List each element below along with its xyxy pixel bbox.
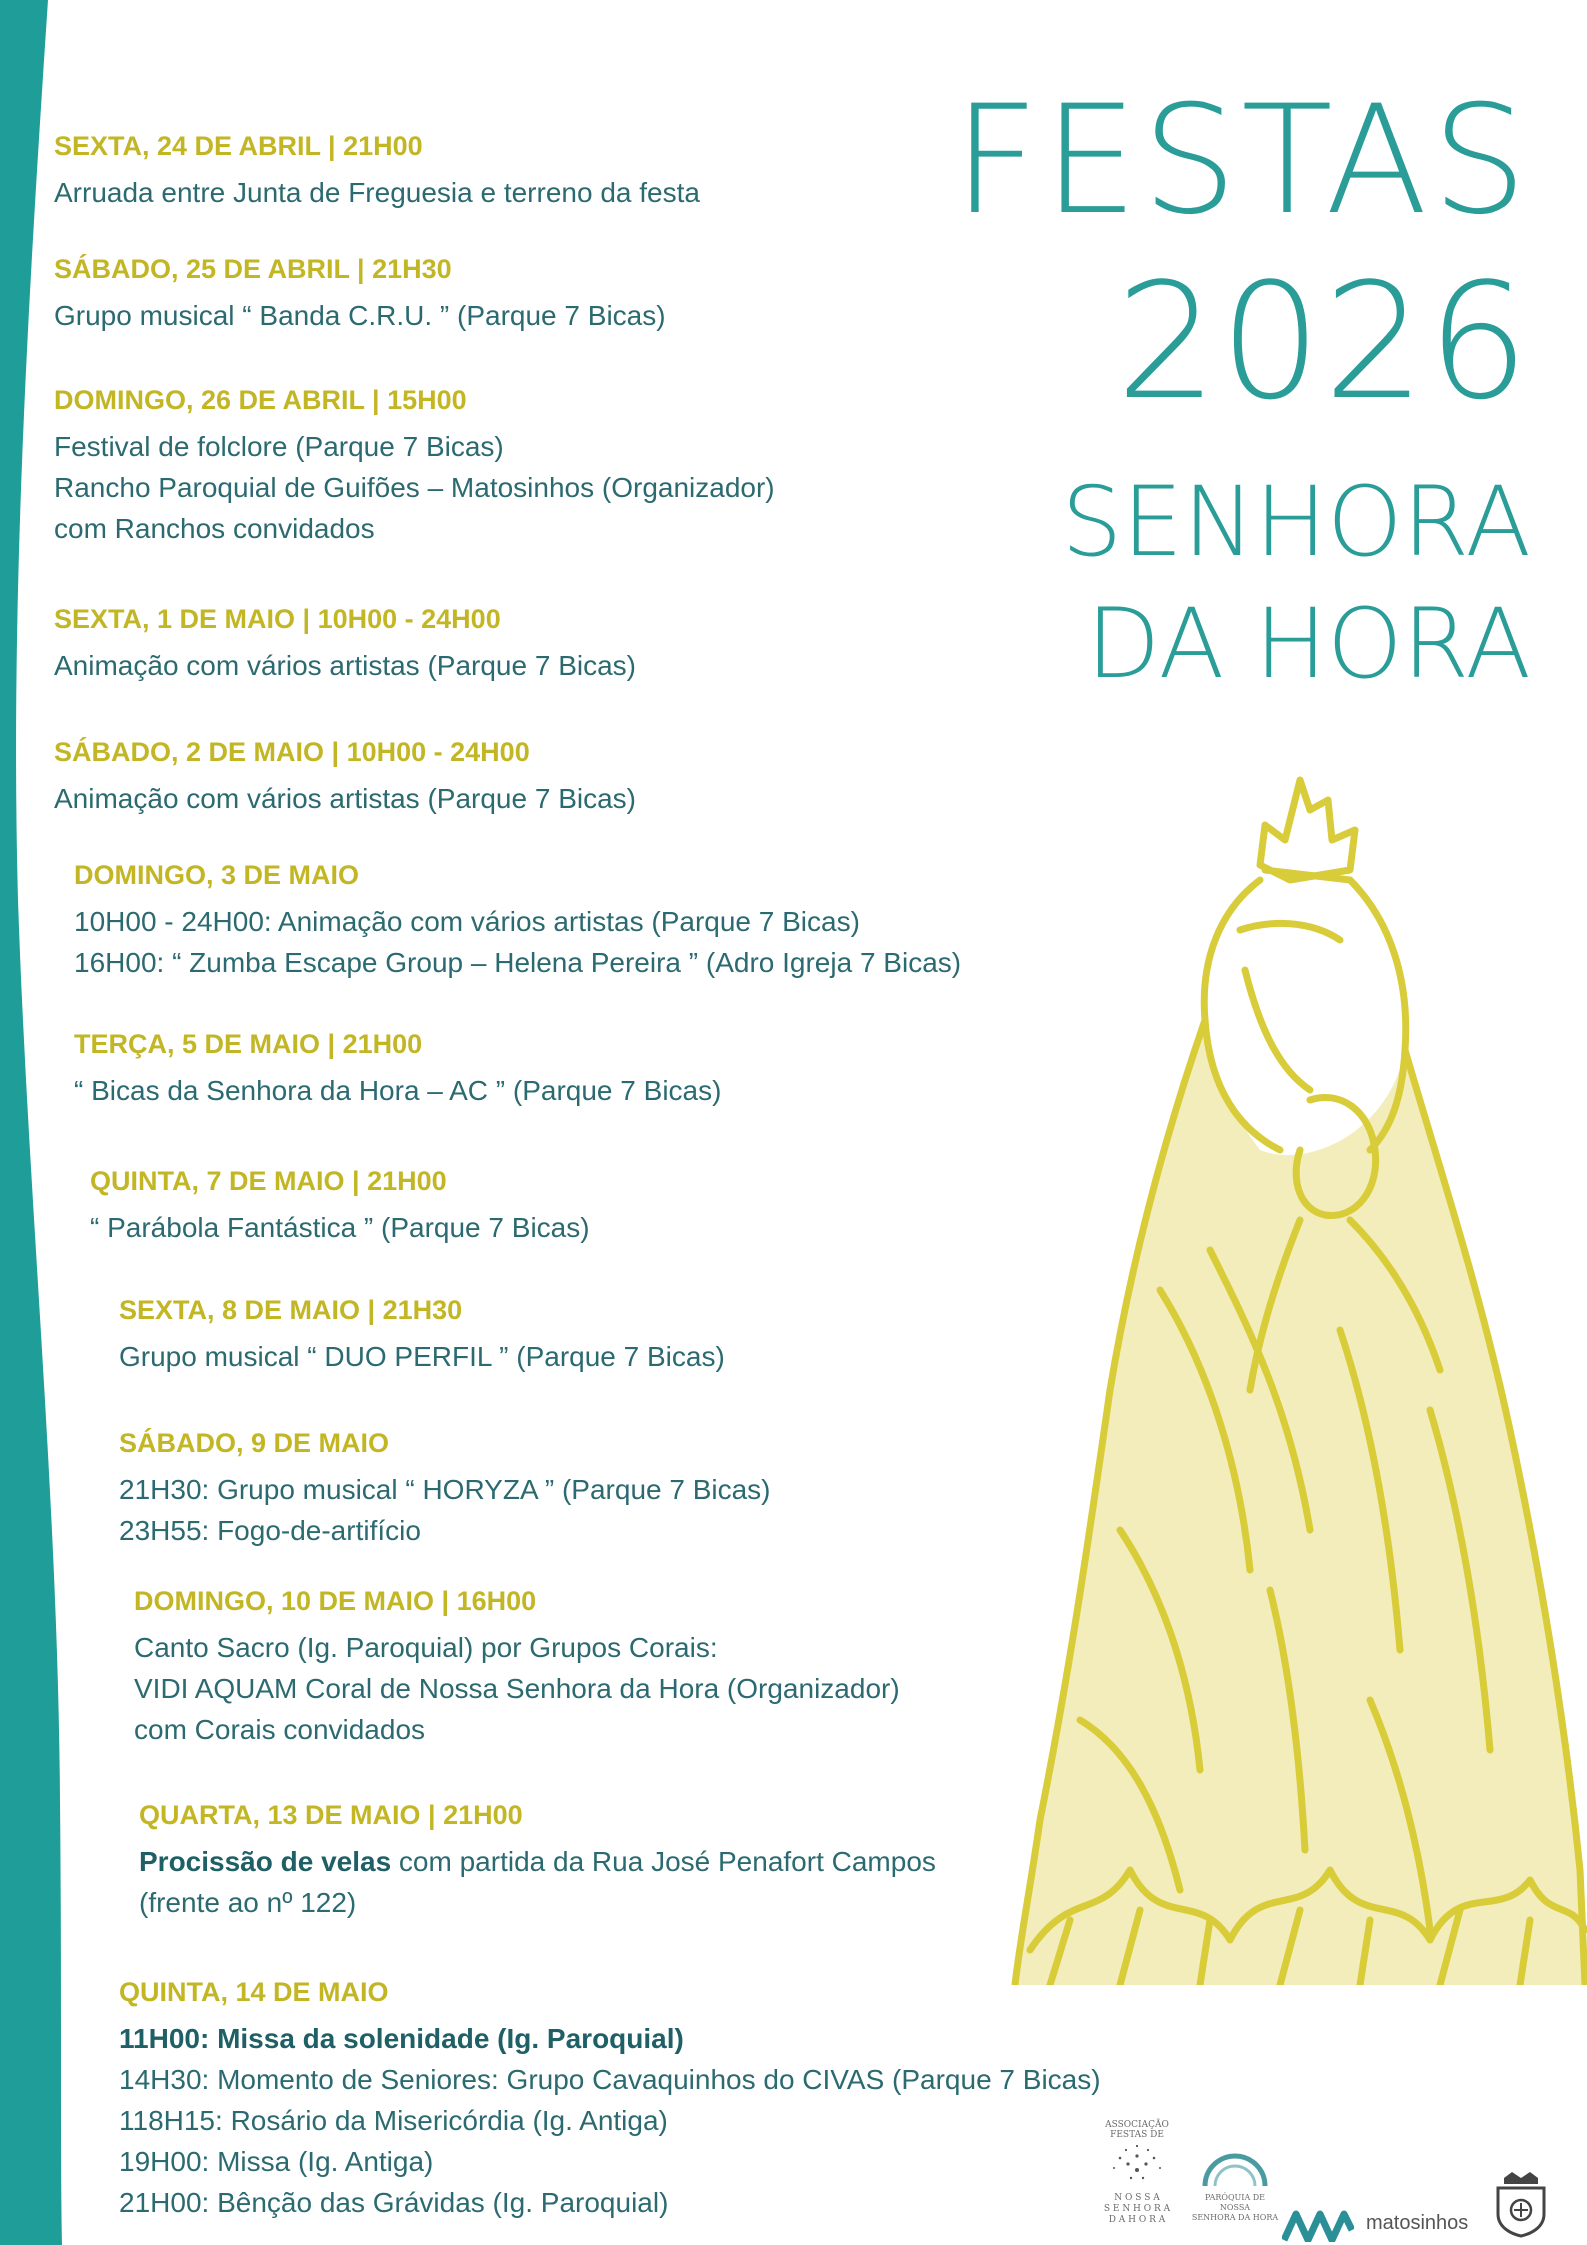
logo-text-b2: S E N H O R A: [1103, 2204, 1171, 2214]
paroquia-logo: [1190, 2150, 1280, 2223]
event-line: [139, 1841, 936, 1882]
event-line: Arruada entre Junta de Freguesia e terreno da festa: [54, 177, 700, 208]
event-heading: DOMINGO, 10 DE MAIO | 16H00: [134, 1586, 537, 1616]
event-heading: SEXTA, 1 DE MAIO | 10H00 - 24H00: [54, 604, 501, 634]
matosinhos-logo: [1282, 2208, 1482, 2242]
logo-text-b3: D A H O R A: [1108, 2215, 1166, 2225]
event-24-abril: [54, 128, 700, 213]
event-10-maio: [134, 1583, 900, 1750]
event-7-maio: [90, 1163, 590, 1248]
event-line: “ Bicas da Senhora da Hora – AC ” (Parque 7 Bicas): [74, 1075, 722, 1106]
matosinhos-label: matosinhos: [1366, 2212, 1469, 2234]
event-line: 10H00 - 24H00: Animação com vários artistas (Parque 7 Bicas): [74, 906, 860, 937]
municipal-crest: [1494, 2170, 1548, 2238]
event-line-bold: 11H00: Missa da solenidade (Ig. Paroquial): [119, 2023, 684, 2054]
associacao-festas-logo: [1098, 2120, 1176, 2226]
title-festas: FESTAS: [952, 74, 1531, 248]
event-line-bold: Procissão de velas: [139, 1846, 392, 1877]
event-line: Rancho Paroquial de Guifões – Matosinhos (Organizador): [54, 472, 775, 503]
mm-wave-icon: [1282, 2208, 1354, 2242]
our-lady-statue-illustration: [1010, 770, 1587, 1985]
event-line: Grupo musical “ DUO PERFIL ” (Parque 7 Bicas): [119, 1341, 725, 1372]
event-line: Grupo musical “ Banda C.R.U. ” (Parque 7 Bicas): [54, 300, 666, 331]
event-25-abril: [54, 251, 666, 336]
event-heading: SÁBADO, 25 DE ABRIL | 21H30: [54, 254, 452, 284]
event-5-maio: [74, 1026, 721, 1111]
event-line: Animação com vários artistas (Parque 7 Bicas): [54, 783, 636, 814]
event-3-maio: [74, 857, 961, 983]
event-heading: DOMINGO, 3 DE MAIO: [74, 860, 360, 890]
arch-icon: [1190, 2150, 1280, 2188]
event-9-maio: [119, 1425, 771, 1551]
event-line: 14H30: Momento de Seniores: Grupo Cavaquinhos do CIVAS (Parque 7 Bicas): [119, 2064, 1101, 2095]
event-heading: SEXTA, 8 DE MAIO | 21H30: [119, 1295, 463, 1325]
event-line: “ Parábola Fantástica ” (Parque 7 Bicas): [90, 1212, 590, 1243]
event-line: com Ranchos convidados: [54, 513, 375, 544]
logo-text-b1: N O S S A: [1114, 2193, 1160, 2203]
event-line: Canto Sacro (Ig. Paroquial) por Grupos Corais:: [134, 1632, 718, 1663]
event-line: (frente ao nº 122): [139, 1887, 357, 1918]
event-1-maio: [54, 601, 636, 686]
dotted-burst-icon: [1098, 2140, 1176, 2188]
event-line: Animação com vários artistas (Parque 7 Bicas): [54, 650, 636, 681]
municipal-crest-icon: [1494, 2170, 1548, 2238]
event-heading: DOMINGO, 26 DE ABRIL | 15H00: [54, 385, 467, 415]
logo-text-line1: PARÓQUIA DE NOSSA: [1204, 2193, 1266, 2212]
event-line: 23H55: Fogo-de-artifício: [119, 1515, 421, 1546]
event-line: VIDI AQUAM Coral de Nossa Senhora da Hora (Organizador): [134, 1673, 900, 1704]
title-senhora: SENHORA: [1061, 466, 1531, 578]
event-2-maio: [54, 734, 636, 819]
title-year: 2026: [1115, 248, 1531, 435]
event-heading: SEXTA, 24 DE ABRIL | 21H00: [54, 131, 423, 161]
event-line: 16H00: “ Zumba Escape Group – Helena Pereira ” (Adro Igreja 7 Bicas): [74, 947, 962, 978]
event-line: 21H00: Bênção das Grávidas (Ig. Paroquial): [119, 2187, 669, 2218]
logo-text-line2: SENHORA DA HORA: [1191, 2213, 1279, 2222]
event-line: 118H15: Rosário da Misericórdia (Ig. Antiga): [119, 2105, 668, 2136]
logo-text-mid: FESTAS DE: [1110, 2130, 1164, 2140]
event-heading: QUARTA, 13 DE MAIO | 21H00: [139, 1800, 523, 1830]
teal-side-band: [0, 0, 80, 2245]
logo-text-top: ASSOCIAÇÃO: [1105, 2120, 1169, 2130]
event-8-maio: [119, 1292, 725, 1377]
event-13-maio: [139, 1797, 936, 1923]
event-heading: QUINTA, 14 DE MAIO: [119, 1977, 389, 2007]
event-line: 19H00: Missa (Ig. Antiga): [119, 2146, 434, 2177]
event-heading: QUINTA, 7 DE MAIO | 21H00: [90, 1166, 447, 1196]
event-heading: SÁBADO, 2 DE MAIO | 10H00 - 24H00: [54, 737, 530, 767]
event-line-rest: com partida da Rua José Penafort Campos: [391, 1846, 936, 1877]
event-heading: SÁBADO, 9 DE MAIO: [119, 1428, 390, 1458]
event-heading: TERÇA, 5 DE MAIO | 21H00: [74, 1029, 423, 1059]
event-26-abril: [54, 382, 775, 549]
event-14-maio: [119, 1974, 1101, 2223]
event-line: 21H30: Grupo musical “ HORYZA ” (Parque 7 Bicas): [119, 1474, 771, 1505]
event-line: Festival de folclore (Parque 7 Bicas): [54, 431, 504, 462]
title-da-hora: DA HORA: [1086, 588, 1531, 700]
event-line: com Corais convidados: [134, 1714, 426, 1745]
